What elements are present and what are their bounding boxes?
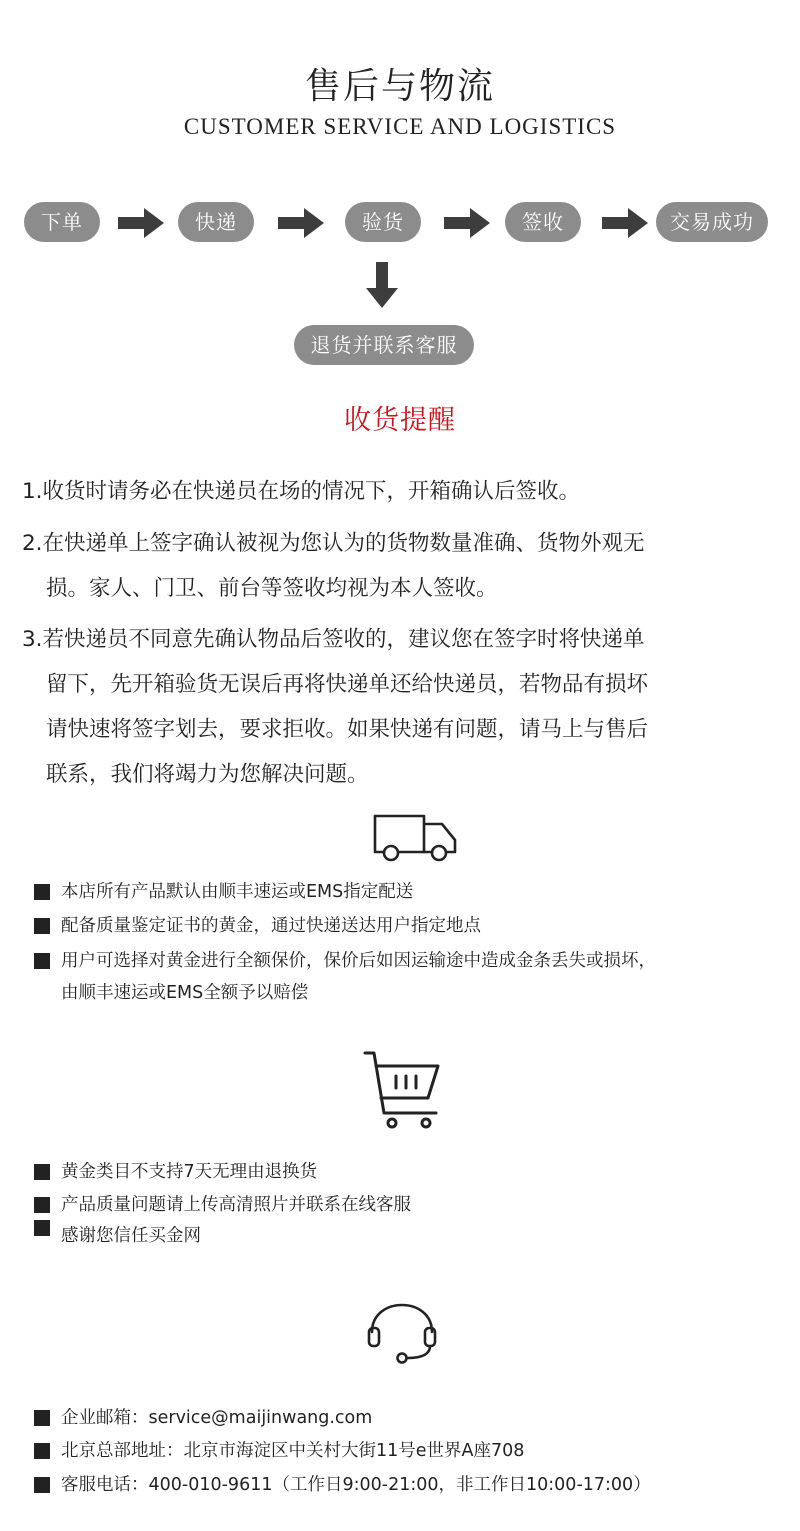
bullet-square xyxy=(34,884,50,900)
returns-text: 感谢您信任买金网 xyxy=(61,1226,201,1246)
arrow-right-icon xyxy=(444,208,490,238)
reminder-line: 损。家人、门卫、前台等签收均视为本人签收。 xyxy=(46,576,498,601)
arrow-right-icon xyxy=(278,208,324,238)
reminder-item xyxy=(22,521,782,611)
shipping-text: 由顺丰速运或EMS全额予以赔偿 xyxy=(61,983,309,1003)
flow-step-delivery: 快递 xyxy=(178,202,254,242)
page-subtitle: CUSTOMER SERVICE AND LOGISTICS xyxy=(183,114,617,139)
shopping-cart-icon xyxy=(360,1048,446,1132)
returns-text: 产品质量问题请上传高清照片并联系在线客服 xyxy=(61,1195,411,1215)
flow-step-inspect: 验货 xyxy=(345,202,421,242)
bullet-square xyxy=(34,953,50,969)
truck-icon xyxy=(370,812,460,864)
returns-text: 黄金类目不支持7天无理由退换货 xyxy=(61,1162,318,1182)
bullet-square xyxy=(34,918,50,934)
bullet-square xyxy=(34,1164,50,1180)
contact-email: 企业邮箱：service@maijinwang.com xyxy=(61,1408,373,1428)
flow-step-success: 交易成功 xyxy=(656,202,768,242)
bullet-square xyxy=(34,1410,50,1426)
reminder-title: 收货提醒 xyxy=(344,405,456,436)
contact-phone: 客服电话：400-010-9611（工作日9:00-21:00，非工作日10:00-17:00） xyxy=(61,1475,651,1495)
contact-address: 北京总部地址：北京市海淀区中关村大街11号e世界A座708 xyxy=(61,1441,525,1461)
reminder-line: 2.在快递单上签字确认被视为您认为的货物数量准确、货物外观无 xyxy=(22,531,645,556)
shipping-text: 用户可选择对黄金进行全额保价，保价后如因运输途中造成金条丢失或损坏， xyxy=(61,951,656,971)
reminder-item xyxy=(22,473,782,511)
bullet-square xyxy=(34,1477,50,1493)
headset-icon xyxy=(364,1292,440,1366)
flow-step-sign: 签收 xyxy=(505,202,581,242)
arrow-right-icon xyxy=(602,208,648,238)
arrow-right-icon xyxy=(118,208,164,238)
reminder-line: 3.若快递员不同意先确认物品后签收的，建议您在签字时将快递单 xyxy=(22,627,645,652)
reminder-line: 留下，先开箱验货无误后再将快递单还给快递员，若物品有损坏 xyxy=(46,672,649,697)
reminder-line: 1.收货时请务必在快递员在场的情况下，开箱确认后签收。 xyxy=(22,479,581,504)
bullet-square xyxy=(34,1220,50,1236)
page-title: 售后与物流 xyxy=(304,66,495,107)
shipping-text: 本店所有产品默认由顺丰速运或EMS指定配送 xyxy=(61,882,414,902)
bullet-square xyxy=(34,1197,50,1213)
reminder-line: 请快速将签字划去，要求拒收。如果快递有问题，请马上与售后 xyxy=(46,717,649,742)
flow-step-return: 退货并联系客服 xyxy=(294,325,474,365)
bullet-square xyxy=(34,1443,50,1459)
arrow-down-icon xyxy=(366,262,398,308)
shipping-text: 配备质量鉴定证书的黄金，通过快递送达用户指定地点 xyxy=(61,916,481,936)
reminder-item xyxy=(22,617,782,797)
reminder-line: 联系，我们将竭力为您解决问题。 xyxy=(46,762,369,787)
flow-step-order: 下单 xyxy=(24,202,100,242)
